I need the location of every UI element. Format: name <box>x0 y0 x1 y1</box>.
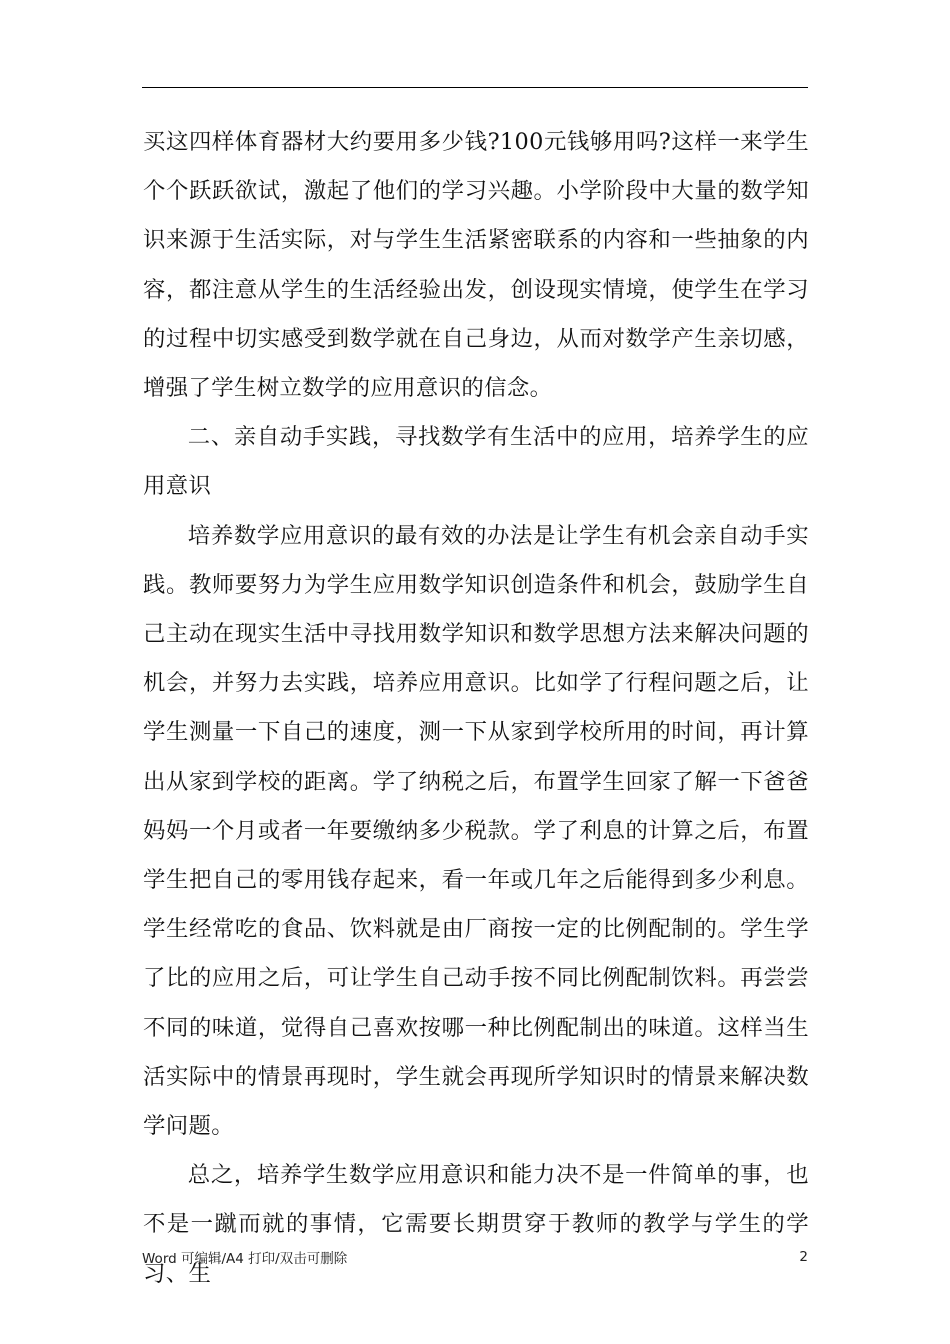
paragraph-1: 买这四样体育器材大约要用多少钱?100元钱够用吗?这样一来学生个个跃跃欲试，激起了他们的学习兴趣。小学阶段中大量的数学知识来源于生活实际，对与学生生活紧密联系的内容和一些抽象的内容，都注意从学生的生活经验出发，创设现实情境，使学生在学习的过程中切实感受到数学就在自己身边，从而对数学产生亲切感，增强了学生树立数学的应用意识的信念。 <box>143 129 809 402</box>
document-body <box>143 118 809 1299</box>
paragraph-2: 培养数学应用意识的最有效的办法是让学生有机会亲自动手实践。教师要努力为学生应用数学知识创造条件和机会，鼓励学生自己主动在现实生活中寻找用数学知识和数学思想方法来解决问题的机会，并努力去实践，培养应用意识。比如学了行程问题之后，让学生测量一下自己的速度，测一下从家到学校所用的时间，再计算出从家到学校的距离。学了纳税之后，布置学生回家了解一下爸爸妈妈一个月或者一年要缴纳多少税款。学了利息的计算之后，布置学生把自己的零用钱存起来，看一年或几年之后能得到多少利息。学生经常吃的食品、饮料就是由厂商按一定的比例配制的。学生学了比的应用之后，可让学生自己动手按不同比例配制饮料。再尝尝不同的味道，觉得自己喜欢按哪一种比例配制出的味道。这样当生活实际中的情景再现时，学生就会再现所学知识时的情景来解决数学问题。 <box>143 522 809 1140</box>
paragraph-3: 总之，培养学生数学应用意识和能力决不是一件简单的事，也不是一蹴而就的事情，它需要长期贯穿于教师的教学与学生的学习、生 <box>143 1162 809 1287</box>
page-number: 2 <box>799 1249 808 1265</box>
section-heading-2: 二、亲自动手实践，寻找数学有生活中的应用，培养学生的应用意识 <box>143 424 809 500</box>
header-rule <box>142 87 808 88</box>
page-footer <box>142 1247 808 1267</box>
footer-note: Word 可编辑/A4 打印/双击可删除 <box>142 1251 348 1267</box>
